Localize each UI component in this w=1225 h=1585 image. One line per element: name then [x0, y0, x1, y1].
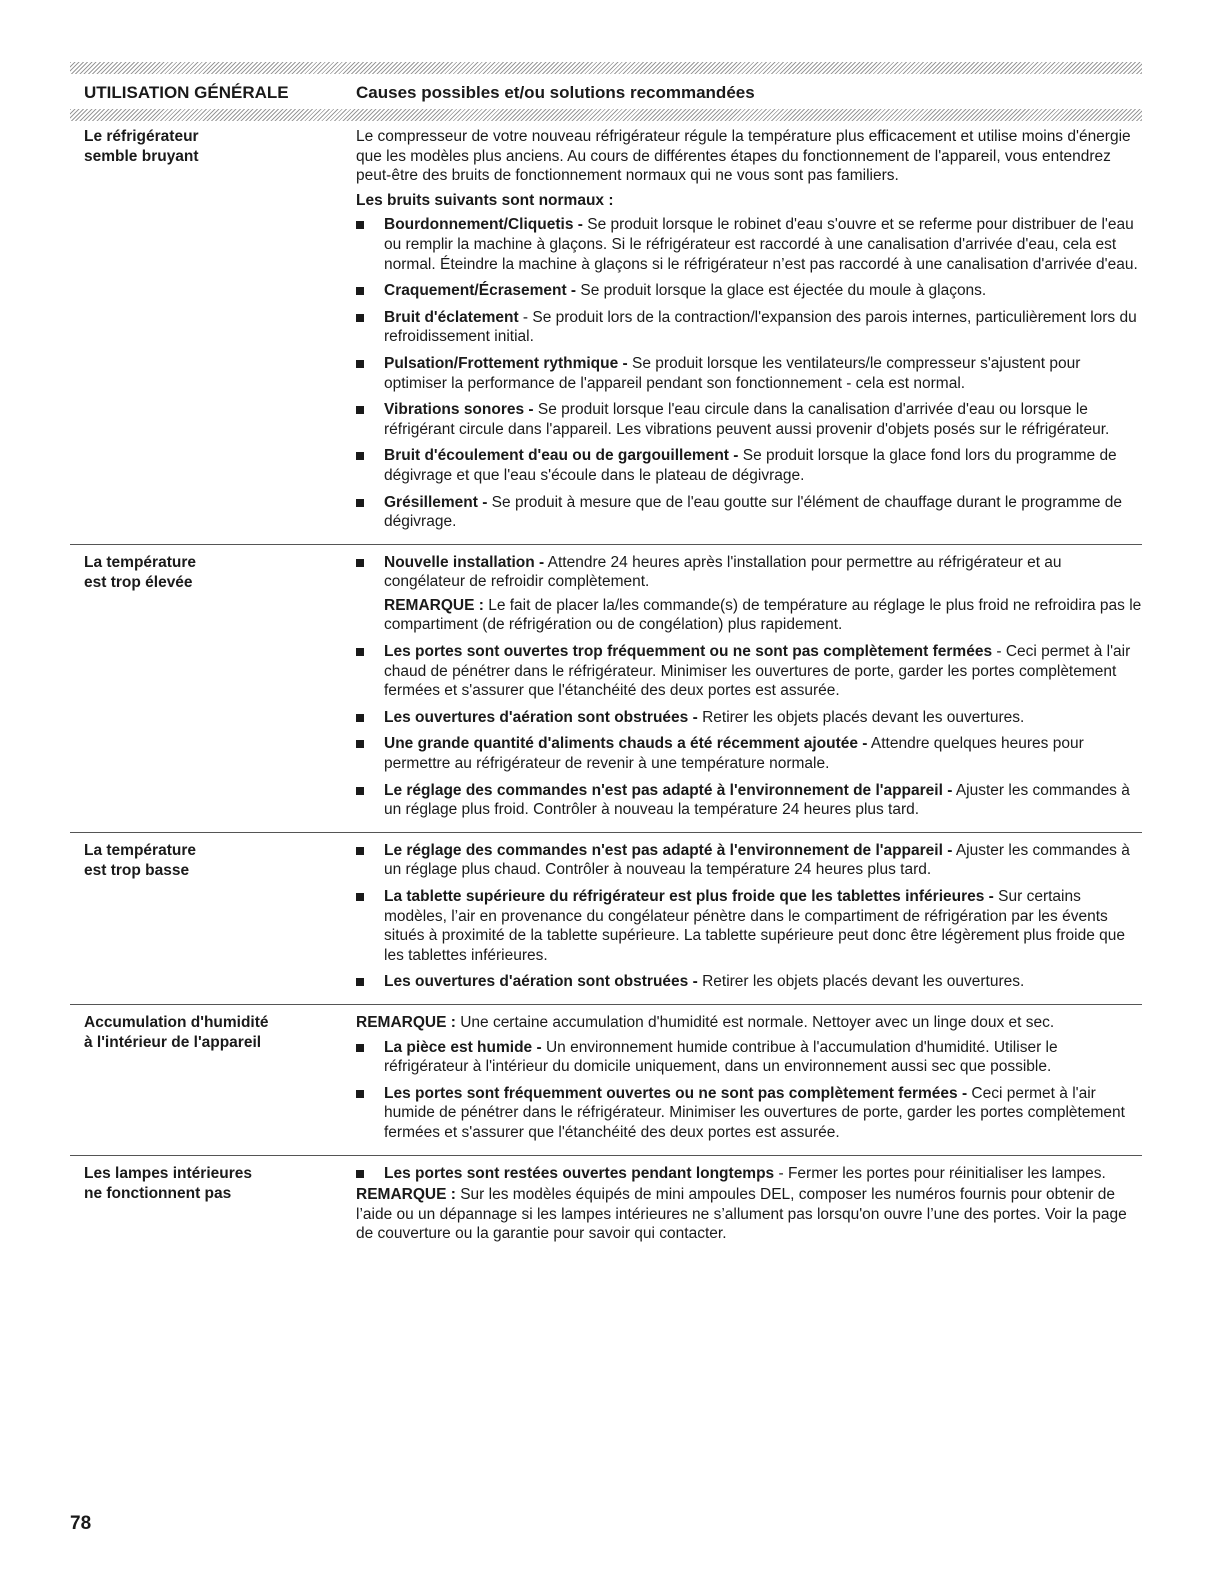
list-item: Pulsation/Frottement rythmique - Se produit lorsque les ventilateurs/le compresseur s'ajustent pour optimiser la performance de l'appareil pendant son fonctionnement - cela est normal.	[356, 354, 1142, 393]
bullet-list	[356, 215, 1142, 531]
note-text: REMARQUE : Le fait de placer la/les commande(s) de température au réglage le plus froid ne refroidira pas le compartiment (de réfrigération ou de congélation) plus rapidement.	[384, 596, 1142, 634]
solution-cell	[356, 1164, 1142, 1249]
bullet-list	[356, 1164, 1142, 1184]
list-item: Les portes sont restées ouvertes pendant longtemps - Fermer les portes pour réinitialiser les lampes.	[356, 1164, 1142, 1184]
table-row	[70, 121, 1142, 544]
bullet-list	[356, 841, 1142, 992]
subheading: Les bruits suivants sont normaux :	[356, 191, 614, 209]
header-hatch-bar	[70, 109, 1142, 121]
intro-text: Le compresseur de votre nouveau réfrigérateur régule la température plus efficacement et utilise moins d'énergie que les modèles plus anciens. Au cours de différentes étapes du fonctionnement de l'appareil, vous entendrez peut-être des bruits de fonctionnement normaux qui ne vous sont pas familiers.	[356, 128, 1131, 185]
list-item: Bruit d'écoulement d'eau ou de gargouillement - Se produit lorsque la glace fond lors du programme de dégivrage et que l'eau s'écoule dans le plateau de dégivrage.	[356, 446, 1142, 485]
troubleshooting-table	[70, 62, 1142, 1259]
bullet-list	[356, 553, 1142, 820]
page-number: 78	[70, 1513, 92, 1534]
list-item: Grésillement - Se produit à mesure que de l'eau goutte sur l'élément de chauffage durant le programme de dégivrage.	[356, 493, 1142, 532]
solution-cell	[356, 553, 1142, 822]
top-hatch-bar	[70, 62, 1142, 74]
list-item: Le réglage des commandes n'est pas adapté à l'environnement de l'appareil - Ajuster les commandes à un réglage plus froid. Contrôler à nouveau la température 24 heures plus tard.	[356, 781, 1142, 820]
list-item: Les ouvertures d'aération sont obstruées - Retirer les objets placés devant les ouvertures.	[356, 972, 1142, 992]
problem-label: Accumulation d'humidité à l'intérieur de l'appareil	[84, 1013, 269, 1051]
solution-cell	[356, 1013, 1142, 1145]
table-row	[70, 544, 1142, 832]
table-row	[70, 1004, 1142, 1155]
list-item: Bourdonnement/Cliquetis - Se produit lorsque le robinet d'eau s'ouvre et se referme pour distribuer de l'eau ou remplir la machine à glaçons. Si le réfrigérateur est raccordé à une canalisation d'arrivée d'eau, cela est normal. Éteindre la machine à glaçons si le réfrigérateur n’est pas raccordé à une canalisation d'arrivée d'eau.	[356, 215, 1142, 274]
solution-cell	[356, 127, 1142, 534]
solution-cell	[356, 841, 1142, 994]
list-item: Les ouvertures d'aération sont obstruées - Retirer les objets placés devant les ouvertures.	[356, 708, 1142, 728]
bullet-list	[356, 1038, 1142, 1143]
table-row	[70, 832, 1142, 1004]
list-item: Vibrations sonores - Se produit lorsque l'eau circule dans la canalisation d'arrivée d'eau ou lorsque le réfrigérant circule dans l'appareil. Les vibrations peuvent aussi provenir d'objets posés sur le réfrigérateur.	[356, 400, 1142, 439]
list-item: Le réglage des commandes n'est pas adapté à l'environnement de l'appareil - Ajuster les commandes à un réglage plus chaud. Contrôler à nouveau la température 24 heures plus tard.	[356, 841, 1142, 880]
list-item: La tablette supérieure du réfrigérateur est plus froide que les tablettes inférieures - Sur certains modèles, l’air en provenance du congélateur pénètre dans le compartiment de réfrigération par les évents situés à proximité de la tablette supérieure. La tablette supérieure peut donc être légèrement plus froide que les tablettes inférieures.	[356, 887, 1142, 965]
problem-label: La température est trop basse	[84, 841, 196, 879]
list-item: Bruit d'éclatement - Se produit lors de la contraction/l'expansion des parois internes, particulièrement lors du refroidissement initial.	[356, 308, 1142, 347]
list-item: Les portes sont ouvertes trop fréquemment ou ne sont pas complètement fermées - Ceci permet à l'air chaud de pénétrer dans le réfrigérateur. Minimiser les ouvertures de porte, garder les portes complètement fermées et s'assurer que l'étanchéité des deux portes est assurée.	[356, 642, 1142, 701]
list-item: Nouvelle installation - Attendre 24 heures après l'installation pour permettre au réfrigérateur et au congélateur de refroidir complètement. REMARQUE : Le fait de placer la/les commande(s) de température au réglage le plus froid ne refroidira pas le compartiment (de réfrigération ou de congélation) plus rapidement.	[356, 553, 1142, 635]
list-item: Craquement/Écrasement - Se produit lorsque la glace est éjectée du moule à glaçons.	[356, 281, 1142, 301]
note-text: REMARQUE : Sur les modèles équipés de mini ampoules DEL, composer les numéros fournis pour obtenir de l’aide ou un dépannage si les lampes intérieures ne s’allument pas lorsqu'on ouvre l’une des portes. Voir la page de couverture ou la garantie pour savoir qui contacter.	[356, 1186, 1127, 1243]
list-item: Les portes sont fréquemment ouvertes ou ne sont pas complètement fermées - Ceci permet à l'air humide de pénétrer dans le réfrigérateur. Minimiser les ouvertures de porte, garder les portes complètement fermées et s'assurer que l'étanchéité des deux portes est assurée.	[356, 1084, 1142, 1143]
problem-label: Les lampes intérieures ne fonctionnent pas	[84, 1164, 252, 1202]
header-problem-column: UTILISATION GÉNÉRALE	[84, 82, 289, 102]
table-row	[70, 1155, 1142, 1259]
problem-label: Le réfrigérateur semble bruyant	[84, 128, 199, 165]
table-header	[70, 74, 1142, 109]
note-text: REMARQUE : Une certaine accumulation d'humidité est normale. Nettoyer avec un linge doux et sec.	[356, 1013, 1055, 1031]
problem-label: La température est trop élevée	[84, 553, 196, 591]
list-item: Une grande quantité d'aliments chauds a été récemment ajoutée - Attendre quelques heures pour permettre au réfrigérateur de revenir à une température normale.	[356, 734, 1142, 773]
header-solution-column: Causes possibles et/ou solutions recommandées	[356, 82, 755, 102]
list-item: La pièce est humide - Un environnement humide contribue à l'accumulation d'humidité. Utiliser le réfrigérateur à l'intérieur du domicile uniquement, dans un environnement aussi sec que possible.	[356, 1038, 1142, 1077]
